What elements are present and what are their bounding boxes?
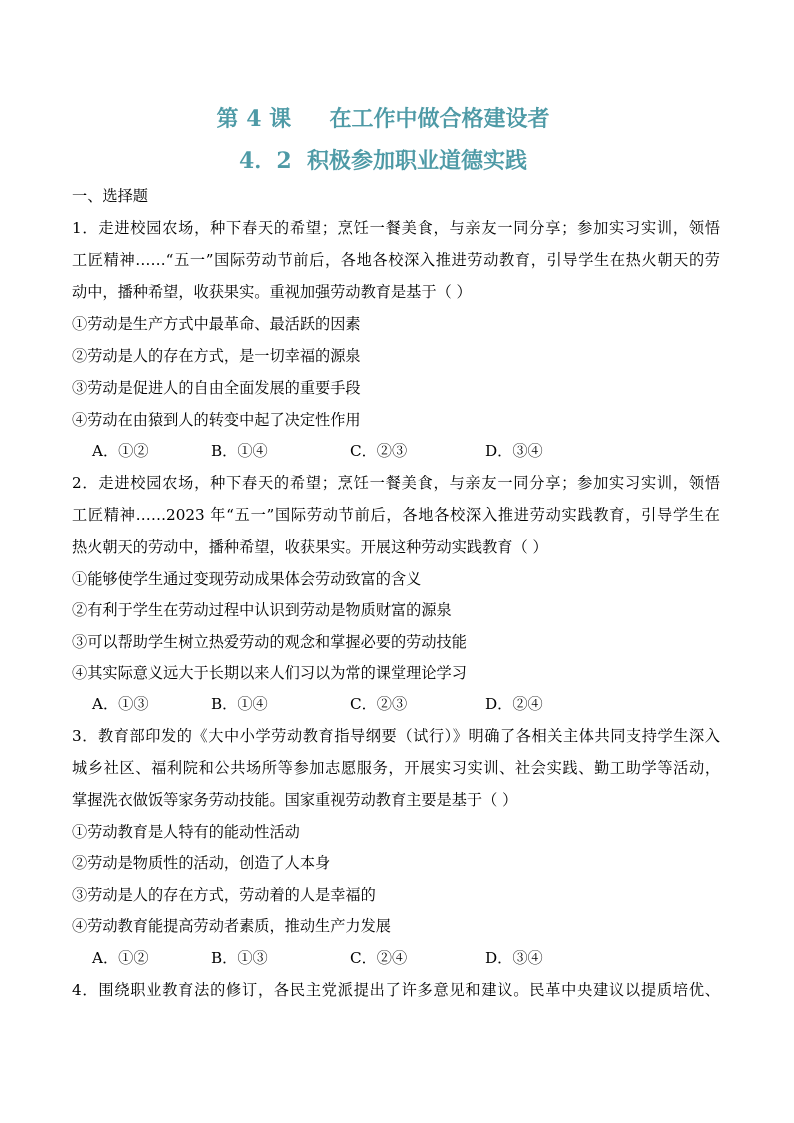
q2-item-2: ②有利于学生在劳动过程中认识到劳动是物质财富的源泉 — [72, 601, 452, 619]
q2-option-c: C．②③ — [350, 695, 408, 713]
q1-item-3: ③劳动是促进人的自由全面发展的重要手段 — [72, 379, 361, 397]
q3-option-c: C．②④ — [350, 949, 408, 967]
q2-stem-line-1: 2．走进校园农场，种下春天的希望；烹饪一餐美食，与亲友一同分享；参加实习实训，领悟 — [72, 474, 720, 492]
q3-item-2: ②劳动是物质性的活动，创造了人本身 — [72, 854, 331, 872]
q3-stem-line-3: 掌握洗衣做饭等家务劳动技能。国家重视劳动教育主要是基于（ ） — [72, 791, 518, 809]
q2-stem-line-3: 热火朝天的劳动中，播种希望，收获果实。开展这种劳动实践教育（ ） — [72, 538, 548, 556]
q3-option-b: B．①③ — [211, 949, 268, 967]
q2-option-b: B．①④ — [211, 695, 268, 713]
q2-stem-line-2: 工匠精神……2023 年“五一”国际劳动节前后，各地各校深入推进劳动实践教育，引导学生在 — [72, 506, 720, 524]
q3-item-3: ③劳动是人的存在方式，劳动着的人是幸福的 — [72, 886, 376, 904]
q1-option-d: D．③④ — [485, 442, 543, 460]
q1-stem-line-3: 动中，播种希望，收获果实。重视加强劳动教育是基于（ ） — [72, 283, 472, 301]
q1-option-c: C．②③ — [350, 442, 408, 460]
q1-item-1: ①劳动是生产方式中最革命、最活跃的因素 — [72, 315, 361, 333]
q1-option-a: A．①② — [92, 442, 149, 460]
q2-option-d: D．②④ — [485, 695, 543, 713]
section-title: 4．2 积极参加职业道德实践 — [239, 148, 527, 174]
q2-item-3: ③可以帮助学生树立热爱劳动的观念和掌握必要的劳动技能 — [72, 633, 467, 651]
q2-option-a: A．①③ — [92, 695, 149, 713]
q1-item-2: ②劳动是人的存在方式，是一切幸福的源泉 — [72, 347, 361, 365]
q3-option-d: D．③④ — [485, 949, 543, 967]
q2-item-4: ④其实际意义远大于长期以来人们习以为常的课堂理论学习 — [72, 664, 467, 682]
q1-stem-line-2: 工匠精神……“五一”国际劳动节前后，各地各校深入推进劳动教育，引导学生在热火朝天的劳 — [72, 251, 720, 269]
q1-stem-line-1: 1．走进校园农场，种下春天的希望；烹饪一餐美食，与亲友一同分享；参加实习实训，领悟 — [72, 219, 720, 237]
q1-option-b: B．①④ — [211, 442, 268, 460]
q3-item-1: ①劳动教育是人特有的能动性活动 — [72, 823, 300, 841]
lesson-title: 第 4 课 在工作中做合格建设者 — [216, 106, 550, 132]
q3-stem-line-2: 城乡社区、福利院和公共场所等参加志愿服务，开展实习实训、社会实践、勤工助学等活动， — [72, 759, 720, 777]
q4-stem-line-1: 4．围绕职业教育法的修订，各民主党派提出了许多意见和建议。民革中央建议以提质培优、 — [72, 981, 720, 999]
question-type-heading: 一、选择题 — [72, 187, 148, 205]
q3-option-a: A．①② — [92, 949, 149, 967]
q1-item-4: ④劳动在由猿到人的转变中起了决定性作用 — [72, 411, 361, 429]
q2-item-1: ①能够使学生通过变现劳动成果体会劳动致富的含义 — [72, 570, 422, 588]
q3-item-4: ④劳动教育能提高劳动者素质，推动生产力发展 — [72, 917, 391, 935]
q3-stem-line-1: 3．教育部印发的《大中小学劳动教育指导纲要（试行）》明确了各相关主体共同支持学生深入 — [72, 727, 720, 745]
